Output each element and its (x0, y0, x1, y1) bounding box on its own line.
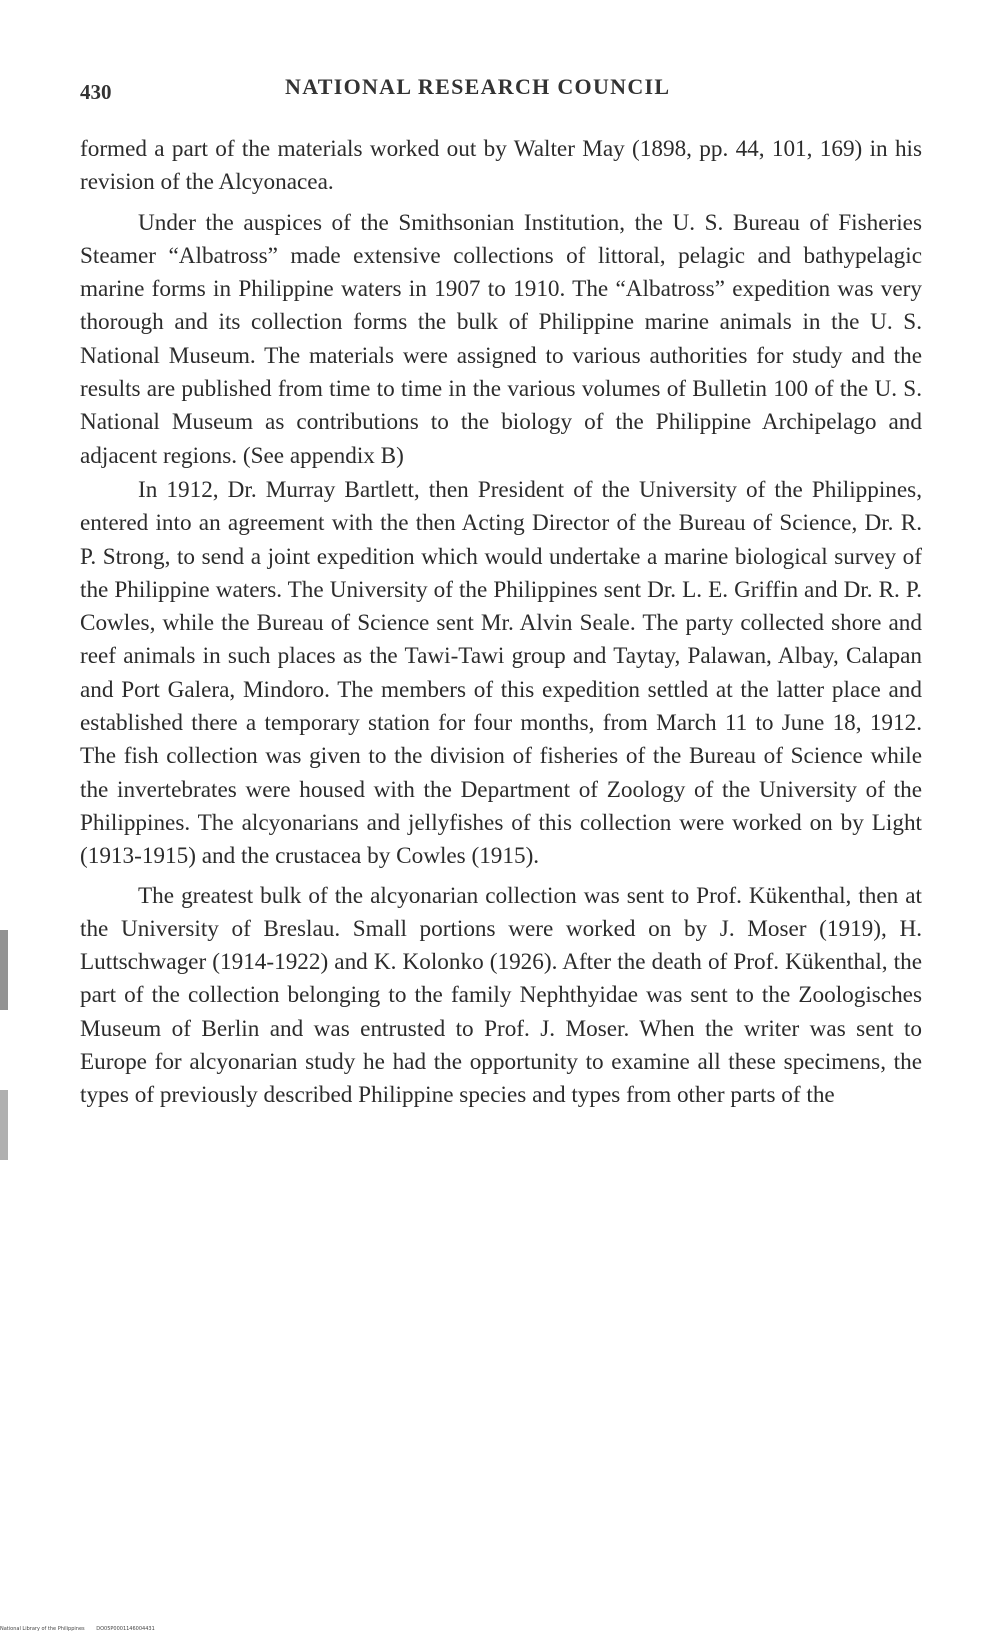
library-credit: National Library of the Philippines (0, 1626, 85, 1632)
binding-shadow (0, 930, 8, 1010)
scan-footer (0, 1626, 165, 1632)
paragraph-continuation: formed a part of the materials worked out by Walter May (1898, pp. 44, 101, 169) in his revision of the Alcyonacea. (80, 136, 922, 196)
paragraph-1912-expedition: In 1912, Dr. Murray Bartlett, then President of the University of the Philippines, entered into an agreement with the then Acting Director of the Bureau of Science, Dr. R. P. Strong, to send a joint expedition which would undertake a marine biological survey of the Philippine waters. The University of the Philippines sent Dr. L. E. Griffin and Dr. R. P. Cowles, while the Bureau of Science sent Mr. Alvin Seale. The party collected shore and reef animals in such places as the Tawi-Tawi group and Taytay, Palawan, Albay, Calapan and Port Galera, Mindoro. The members of this expedition settled at the latter place and established there a temporary station for four months, from March 11 to June 18, 1912. The fish collection was given to the division of fisheries of the Bureau of Science while the invertebrates were housed with the Department of Zoology of the University of the Philippines. The alcyonarians and jellyfishes of this collection were worked on by Light (1913-1915) and the crustacea by Cowles (1915). (80, 476, 922, 870)
paragraph-albatross: Under the auspices of the Smithsonian Institution, the U. S. Bureau of Fisheries Steamer “Albatross” made extensive collections of littoral, pelagic and bathypelagic marine forms in Philippine waters in 1907 to 1910. The “Albatross” expedition was very thorough and its collection forms the bulk of Philippine marine animals in the U. S. National Museum. The materials were assigned to various authorities for study and the results are published from time to time in the various volumes of Bulletin 100 of the U. S. National Museum as contributions to the biology of the Philippine Archipelago and adjacent regions. (See appendix B) (80, 209, 922, 469)
page-header (80, 70, 920, 110)
body-text (80, 133, 922, 1113)
paragraph-kukenthal: The greatest bulk of the alcyonarian collection was sent to Prof. Kükenthal, then at the University of Breslau. Small portions were worked on by J. Moser (1919), H. Luttschwager (1914-1922) and K. Kolonko (1926). After the death of Prof. Kükenthal, the part of the collection belonging to the family Nephthyidae was sent to the Zoologisches Museum of Berlin and was entrusted to Prof. J. Moser. When the writer was sent to Europe for alcyonarian study he had the opportunity to examine all these specimens, the types of previously described Philippine species and types from other parts of the (80, 882, 922, 1109)
running-head: NATIONAL RESEARCH COUNCIL (285, 74, 671, 99)
binding-shadow-lower (0, 1090, 8, 1160)
scan-id: DO05P0001146004431 (96, 1626, 155, 1632)
page-number: 430 (80, 80, 112, 104)
